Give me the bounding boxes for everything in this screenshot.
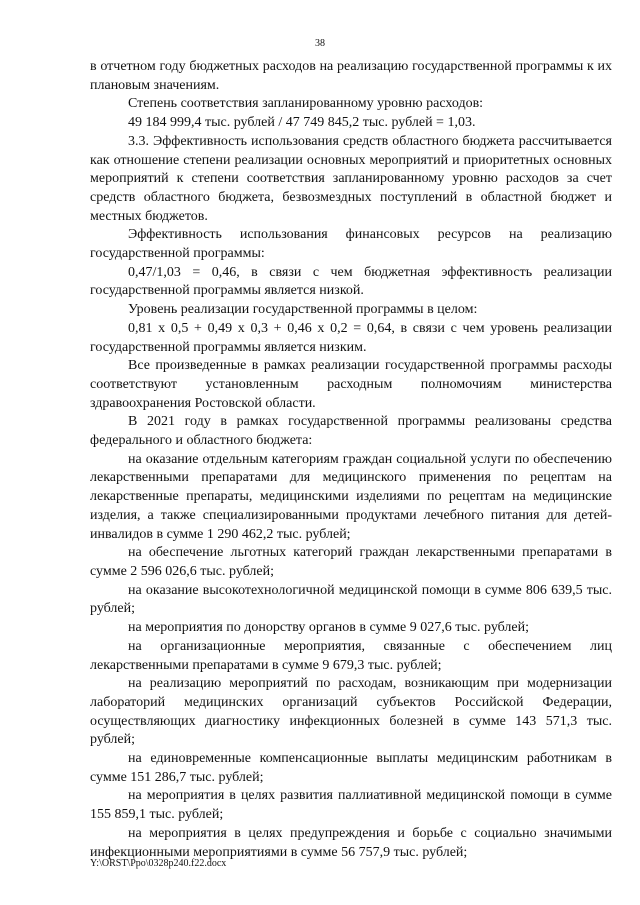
list-item: на мероприятия по донорству органов в сумме 9 027,6 тыс. рублей; <box>128 620 529 636</box>
list-item: на мероприятия в целях предупреждения и борьбе с социально значимыми инфекционными мероприятиями в сумме 56 757,9 тыс. рублей; <box>90 825 612 860</box>
list-item: на единовременные компенсационные выплаты медицинским работникам в сумме 151 286,7 тыс. рублей; <box>90 751 612 785</box>
paragraph: 3.3. Эффективность использования средств областного бюджета рассчитывается как отношение степени реализации основных мероприятий и приоритетных основных мероприятий к степени соответствия запланированному уровню расходов за счет средств областного бюджета, безвозмездных поступлений в областной бюджет и местных бюджетов. <box>90 133 612 224</box>
list-item: на обеспечение льготных категорий граждан лекарственными препаратами в сумме 2 596 026,6 тыс. рублей; <box>90 545 612 579</box>
list-item: на мероприятия в целях развития паллиативной медицинской помощи в сумме 155 859,1 тыс. рублей; <box>90 788 612 823</box>
list-item: на оказание высокотехнологичной медицинской помощи в сумме 806 639,5 тыс. рублей; <box>90 582 612 617</box>
list-item: на организационные мероприятия, связанные с обеспечением лиц лекарственными препаратами в сумме 9 679,3 тыс. рублей; <box>90 638 612 673</box>
paragraph: 0,47/1,03 = 0,46, в связи с чем бюджетная эффективность реализации государственной программы является низкой. <box>90 264 612 299</box>
list-item: на оказание отдельным категориям граждан социальной услуги по обеспечению лекарственными препаратами для медицинского применения по рецептам на лекарственные препараты, медицинскими изделиями по рецептам на медицинские изделия, а также специализированными продуктами лечебного питания для детей-инвалидов в сумме 1 290 462,2 тыс. рублей; <box>90 451 612 542</box>
file-path-footer: Y:\ORST\Ppo\0328p240.f22.docx <box>90 858 227 869</box>
paragraph: в отчетном году бюджетных расходов на реализацию государственной программы к их плановым значениям. <box>90 59 612 93</box>
paragraph: Уровень реализации государственной программы в целом: <box>128 302 478 318</box>
list-item: на реализацию мероприятий по расходам, возникающим при модернизации лабораторий медицинских организаций субъектов Российской Федерации, осуществляющих диагностику инфекционных болезней в сумме 143 571,3 тыс. рублей; <box>90 676 612 748</box>
document-body <box>90 58 612 862</box>
paragraph: Эффективность использования финансовых ресурсов на реализацию государственной программы: <box>90 227 612 262</box>
paragraph: В 2021 году в рамках государственной программы реализованы средства федерального и областного бюджета: <box>90 414 612 449</box>
paragraph: 49 184 999,4 тыс. рублей / 47 749 845,2 тыс. рублей = 1,03. <box>128 115 476 131</box>
paragraph: Все произведенные в рамках реализации государственной программы расходы соответствуют установленным расходным полномочиям министерства здравоохранения Ростовской области. <box>90 358 612 411</box>
paragraph: Степень соответствия запланированному уровню расходов: <box>128 96 484 112</box>
paragraph: 0,81 x 0,5 + 0,49 x 0,3 + 0,46 x 0,2 = 0,64, в связи с чем уровень реализации государственной программы является низким. <box>90 320 612 355</box>
page-number: 38 <box>315 38 325 49</box>
